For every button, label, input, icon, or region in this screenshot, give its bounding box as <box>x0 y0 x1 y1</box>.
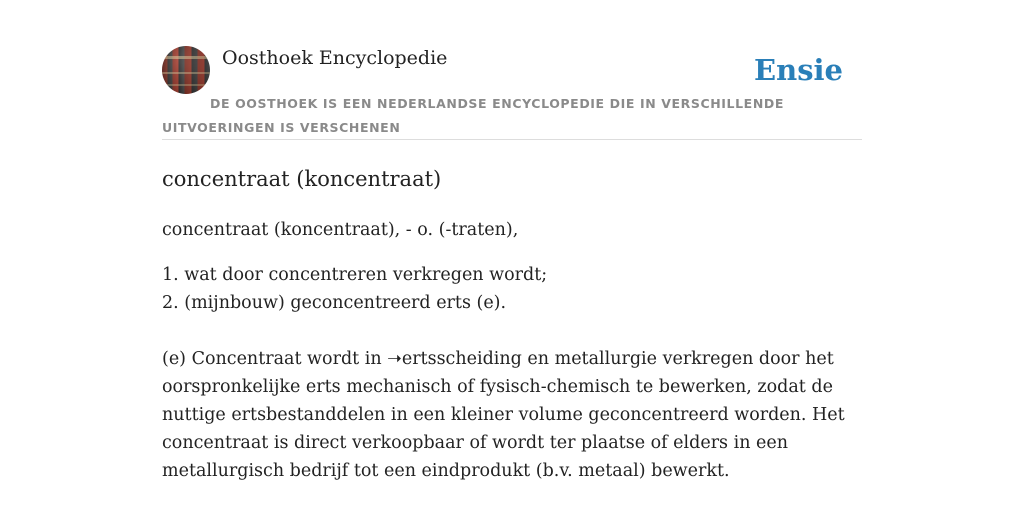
site-title-link[interactable]: Oosthoek Encyclopedie <box>222 47 448 69</box>
encyclopedia-books-icon[interactable] <box>162 46 210 94</box>
entry-title: concentraat (koncentraat) <box>162 167 442 191</box>
entry-lemma: concentraat (koncentraat), - o. (-traten), <box>162 220 519 240</box>
definition-item: 2. (mijnbouw) geconcentreerd erts (e). <box>162 293 507 313</box>
entry-content <box>162 164 862 485</box>
definition-list <box>162 261 862 317</box>
cross-reference-link[interactable]: ➝ertsscheiding en metallurgie <box>387 349 658 369</box>
definition-item: 1. wat door concentreren verkregen wordt; <box>162 265 548 285</box>
ensie-logo[interactable]: Ensie <box>754 53 843 87</box>
site-header <box>162 46 862 140</box>
note-suffix: verkregen door het oorspronkelijke erts mechanisch of fysisch-chemisch te bewerken, zodat de nuttige ertsbestanddelen in een kleiner volume geconcentreerd worden. Het concentraat is direct verkoopbaar of wordt ter plaatse of elders in een metallurgisch bedrijf tot een eindprodukt (b.v. metaal) bewerkt. <box>162 349 845 481</box>
entry-note <box>162 345 852 485</box>
site-tagline: DE OOSTHOEK IS EEN NEDERLANDSE ENCYCLOPEDIE DIE IN VERSCHILLENDE UITVOERINGEN IS VERSCHENEN <box>162 96 784 135</box>
note-prefix: (e) Concentraat wordt in <box>162 349 388 369</box>
